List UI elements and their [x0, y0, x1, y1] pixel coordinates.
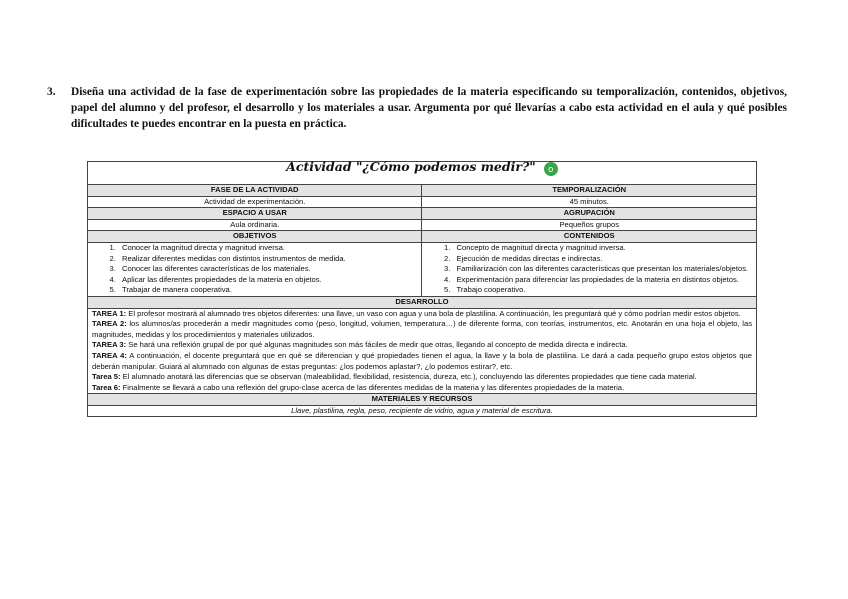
espacio-value: Aula ordinaria. — [88, 219, 422, 231]
contenidos-label: CONTENIDOS — [422, 231, 757, 243]
agrupacion-value: Pequeños grupos — [422, 219, 757, 231]
tarea-paragraph — [92, 372, 752, 383]
espacio-label: ESPACIO A USAR — [88, 208, 422, 220]
objetivo-item: 4. Aplicar las diferentes propiedades de la materia en objetos. — [118, 275, 417, 286]
green-circle-icon: o — [544, 162, 558, 176]
value-row-espacio — [88, 219, 757, 231]
lists-row — [88, 242, 757, 296]
agrupacion-label: AGRUPACIÓN — [422, 208, 757, 220]
header-row-materiales — [88, 394, 757, 406]
tarea-label: TAREA 1: — [92, 308, 127, 318]
question — [47, 84, 787, 132]
tarea-text: Finalmente se llevará a cabo una reflexión del grupo-clase acerca de las diferentes medidas de la materia y las diferentes propiedades de la materia. — [120, 382, 625, 392]
value-row-fase — [88, 196, 757, 208]
tarea-label: TAREA 3: — [92, 340, 127, 350]
tarea-label: Tarea 5: — [92, 372, 121, 382]
objetivo-item: 5. Trabajar de manera cooperativa. — [118, 285, 417, 296]
tarea-label: Tarea 6: — [92, 382, 121, 392]
contenido-item: 4. Experimentación para diferenciar las propiedades de la materia en distintos objetos. — [452, 275, 752, 286]
tarea-paragraph — [92, 309, 752, 320]
question-number: 3. — [47, 86, 56, 98]
header-row-fase — [88, 185, 757, 197]
contenido-item: 2. Ejecución de medidas directas e indirectas. — [452, 254, 752, 265]
objetivos-list — [92, 243, 417, 296]
activity-table — [87, 161, 757, 417]
fase-value: Actividad de experimentación. — [88, 196, 422, 208]
temporalizacion-value: 45 minutos. — [422, 196, 757, 208]
tarea-text: Se hará una reflexión grupal de por qué algunas magnitudes son más fáciles de medir que otras, llegando al concepto de medida directa e indirecta. — [126, 340, 628, 350]
tarea-paragraph — [92, 351, 752, 372]
header-row-desarrollo — [88, 296, 757, 308]
desarrollo-label: DESARROLLO — [88, 296, 757, 308]
objetivo-item: 2. Realizar diferentes medidas con distintos instrumentos de medida. — [118, 254, 417, 265]
tarea-label: TAREA 2: — [92, 319, 127, 329]
tarea-label: TAREA 4: — [92, 350, 127, 360]
materiales-label: MATERIALES Y RECURSOS — [88, 394, 757, 406]
tarea-paragraph — [92, 383, 752, 394]
objetivo-item: 1. Conocer la magnitud directa y magnitud inversa. — [118, 243, 417, 254]
activity-title-row — [88, 162, 757, 185]
temporalizacion-label: TEMPORALIZACIÓN — [422, 185, 757, 197]
tarea-paragraph — [92, 319, 752, 340]
tarea-text: El alumnado anotará las diferencias que se observan (maleabilidad, flexibilidad, resistencia, dureza, etc.), concluyendo las diferentes propiedades que tiene cada material. — [120, 372, 697, 382]
tarea-text: los alumnos/as procederán a medir magnitudes como (peso, longitud, volumen, temperatura…) de diferente forma, con teorías, instrumentos, etc. Anotarán en una hoja el objeto, las magnitudes, medidas y los procedimientos y materiales utilizados. — [92, 319, 752, 339]
contenido-item: 1. Concepto de magnitud directa y magnitud inversa. — [452, 243, 752, 254]
materiales-row — [88, 405, 757, 417]
activity-title: Actividad "¿Cómo podemos medir?" — [286, 159, 536, 174]
contenidos-list — [426, 243, 752, 296]
contenido-item: 3. Familiarización con las diferentes características que presentan los materiales/objetos. — [452, 264, 752, 275]
header-row-espacio — [88, 208, 757, 220]
fase-label: FASE DE LA ACTIVIDAD — [88, 185, 422, 197]
objetivo-item: 3. Conocer las diferentes características de los materiales. — [118, 264, 417, 275]
contenido-item: 5. Trabajo cooperativo. — [452, 285, 752, 296]
materiales-value: Llave, plastilina, regla, peso, recipiente de vidrio, agua y material de escritura. — [88, 405, 757, 417]
tarea-paragraph — [92, 340, 752, 351]
question-text: Diseña una actividad de la fase de experimentación sobre las propiedades de la materia especificando su temporalización, contenidos, objetivos, papel del alumno y del profesor, el desarrollo y los materiales a usar. Argumenta por qué llevarías a cabo esta actividad en el aula y qué posibles dificultades te puedes encontrar en la puesta en práctica. — [71, 86, 787, 130]
desarrollo-row — [88, 308, 757, 394]
objetivos-label: OBJETIVOS — [88, 231, 422, 243]
tarea-text: A continuación, el docente preguntará que en qué se diferencian y qué propiedades tienen el agua, la llave y la bola de plastilina. Le dará a cada pequeño grupo estos objetos que deberán manipular. Guiará al alumnado con algunas de estas preguntas: ¿los podemos aplastar?, ¿lo podemos estirar?, etc. — [92, 350, 752, 371]
tarea-text: El profesor mostrará al alumnado tres objetos diferentes: una llave, un vaso con agua y una bola de plastilina. A continuación, les preguntará qué y cómo podrían medir estos objetos. — [126, 308, 741, 318]
header-row-objetivos — [88, 231, 757, 243]
